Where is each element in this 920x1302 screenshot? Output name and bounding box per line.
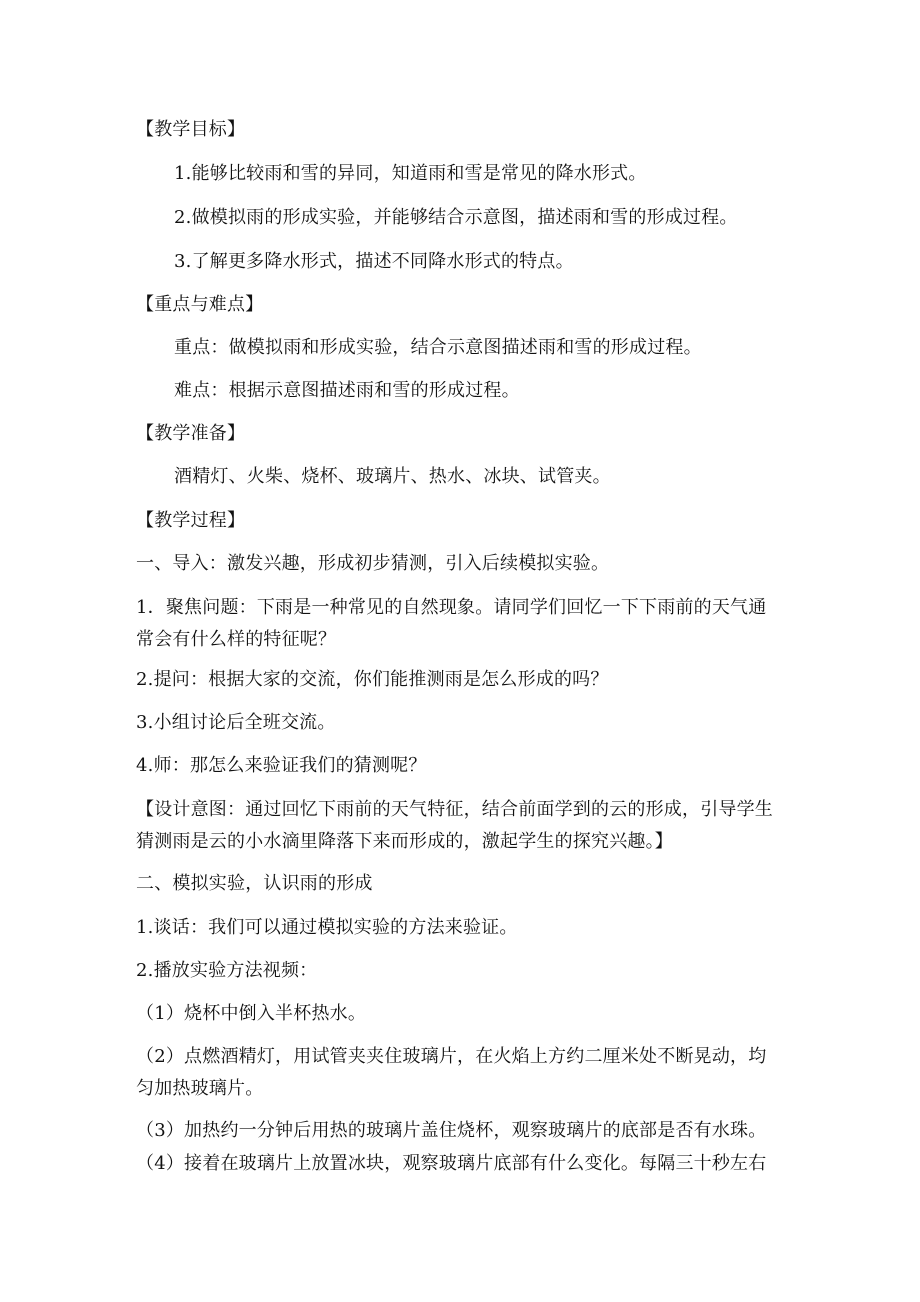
step-3: （3）加热约一分钟后用热的玻璃片盖住烧杯，观察玻璃片的底部是否有水珠。 <box>136 1120 767 1141</box>
prep-items: 酒精灯、火柴、烧杯、玻璃片、热水、冰块、试管夹。 <box>174 466 611 487</box>
step-1: （1）烧杯中倒入半杯热水。 <box>136 1003 367 1024</box>
process-heading: 【教学过程】 <box>136 510 246 531</box>
key-heading: 【重点与难点】 <box>136 294 264 315</box>
part2-title: 二、模拟实验，认识雨的形成 <box>136 873 373 894</box>
key-point: 重点：做模拟雨和形成实验，结合示意图描述雨和雪的形成过程。 <box>174 337 702 358</box>
goals-heading: 【教学目标】 <box>136 119 246 140</box>
prep-heading: 【教学准备】 <box>136 423 246 444</box>
part1-title: 一、导入：激发兴趣，形成初步猜测，引入后续模拟实验。 <box>136 553 610 574</box>
difficult-point: 难点：根据示意图描述雨和雪的形成过程。 <box>174 380 520 401</box>
goal-1: 1.能够比较雨和雪的异同，知道雨和雪是常见的降水形式。 <box>174 163 647 184</box>
part1-item-3: 3.小组讨论后全班交流。 <box>136 712 336 733</box>
step-2: （2）点燃酒精灯，用试管夹夹住玻璃片，在火焰上方约二厘米处不断晃动，均匀加热玻璃片。 <box>136 1046 767 1099</box>
part2-item-1: 1.谈话：我们可以通过模拟实验的方法来验证。 <box>136 917 518 938</box>
part1-item-4: 4.师：那怎么来验证我们的猜测呢？ <box>136 755 427 776</box>
goal-3: 3.了解更多降水形式，描述不同降水形式的特点。 <box>174 251 574 272</box>
step-4: （4）接着在玻璃片上放置冰块，观察玻璃片底部有什么变化。每隔三十秒左右 <box>136 1153 767 1174</box>
part1-item-2: 2.提问：根据大家的交流，你们能推测雨是怎么形成的吗？ <box>136 669 609 690</box>
part2-item-2: 2.播放实验方法视频： <box>136 960 318 981</box>
part1-item-1: 1．聚焦问题：下雨是一种常见的自然现象。请同学们回忆一下下雨前的天气通常会有什么样的特征呢？ <box>136 597 767 650</box>
design-intent: 【设计意图：通过回忆下雨前的天气特征，结合前面学到的云的形成，引导学生猜测雨是云的小水滴里降落下来而形成的，激起学生的探究兴趣。】 <box>136 799 773 852</box>
goal-2: 2.做模拟雨的形成实验，并能够结合示意图，描述雨和雪的形成过程。 <box>174 207 738 228</box>
